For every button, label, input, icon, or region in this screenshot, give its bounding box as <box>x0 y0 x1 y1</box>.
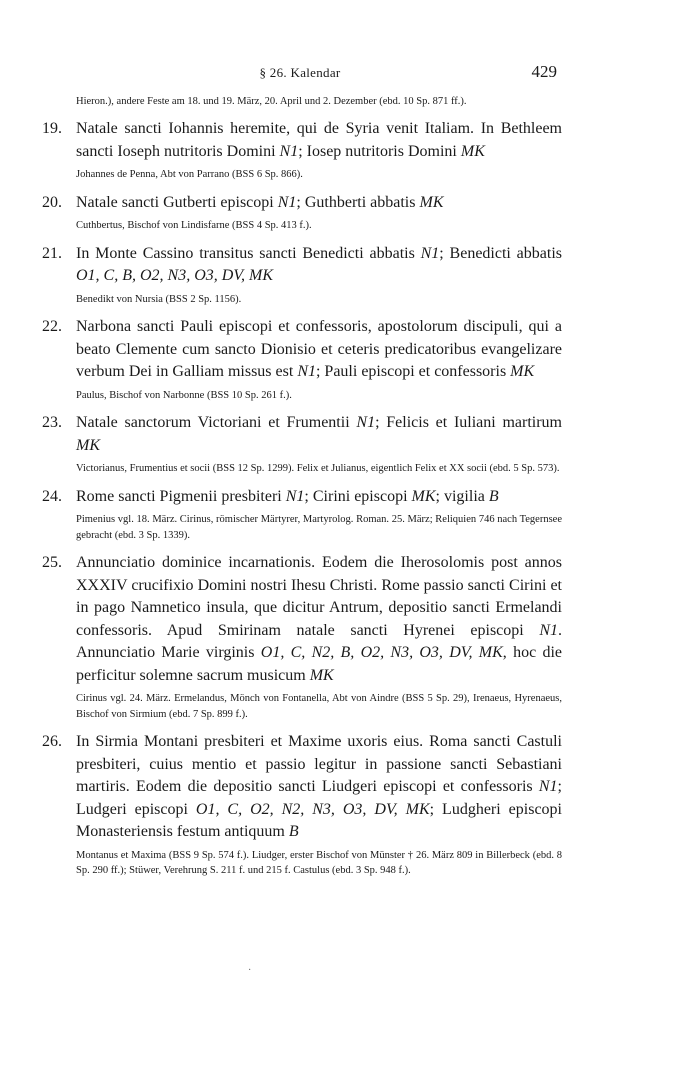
page-mark: · <box>248 965 252 976</box>
manuscript-siglum: N1 <box>356 414 376 431</box>
entry-number: 20. <box>42 193 62 211</box>
calendar-entry <box>42 731 562 879</box>
entry-text-run: ; Iosep nutritoris Domini <box>298 142 461 160</box>
entry-text-run: Narbona sancti Pauli episcopi et confessoris, apostolorum discipuli, qui a beato Clemente cum sancto Dionisio et ceteris predicatoribus evangelizare verbum Dei in Galliam missus est <box>76 318 562 380</box>
entry-text-run: ; Benedicti abbatis <box>439 244 562 262</box>
manuscript-siglum: MK <box>510 363 535 380</box>
entry-note: Paulus, Bischof von Narbonne (BSS 10 Sp. 261 f.). <box>76 389 292 401</box>
entry-text-run: Natale sancti Iohannis heremite, qui de Syria venit Italiam. In Bethleem sancti Ioseph nutritoris Domini <box>76 120 562 160</box>
main-text <box>42 94 562 888</box>
entry-note: Benedikt von Nursia (BSS 2 Sp. 1156). <box>76 293 242 305</box>
entry-text-run: In Monte Cassino transitus sancti Benedicti abbatis <box>76 244 421 262</box>
manuscript-siglum: O1, C, O2, N2, N3, O3, DV, MK <box>195 800 430 818</box>
manuscript-siglum: MK <box>419 193 444 211</box>
calendar-entries <box>42 118 562 879</box>
manuscript-siglum: N1 <box>420 244 440 262</box>
entry-text-run: ; vigilia <box>435 487 489 505</box>
entry-text <box>76 552 562 687</box>
entry-text-run: Rome sancti Pigmenii presbiteri <box>76 487 286 505</box>
entry-note: Cirinus vgl. 24. März. Ermelandus, Mönch von Fontanella, Abt von Aindre (BSS 5 Sp. 29), Irenaeus, Hyrenaeus, Bischof von Sirmium (ebd. 7 Sp. 899 f.). <box>76 693 562 720</box>
entry-text <box>76 486 562 509</box>
entry-note: Johannes de Penna, Abt von Parrano (BSS 6 Sp. 866). <box>76 169 303 180</box>
entry-text <box>76 412 562 457</box>
entry-text-run: . Annunciatio Marie virginis <box>76 621 562 661</box>
manuscript-siglum: N1 <box>279 142 299 160</box>
entry-text-run: In Sirmia Montani presbiteri et Maxime uxoris eius. Roma sancti Castuli presbiteri, cuius mentio et passio legitur in passione sancti Sebastiani martiris. Eodem die depositio sancti Liudgeri episcopi et confessoris <box>76 733 562 795</box>
manuscript-siglum: N1 <box>539 621 558 639</box>
entry-text-run: ; Cirini episcopi <box>304 487 412 505</box>
entry-number: 21. <box>42 244 62 262</box>
running-title: § 26. Kalendar <box>259 65 341 80</box>
entry-number: 26. <box>42 733 62 750</box>
entry-text <box>76 243 562 288</box>
manuscript-siglum: B <box>488 487 499 505</box>
entry-note: Cuthbertus, Bischof von Lindisfarne (BSS 4 Sp. 413 f.). <box>76 220 312 231</box>
calendar-entry <box>42 192 562 234</box>
manuscript-siglum: O1, C, N2, B, O2, N3, O3, DV, MK <box>260 644 503 661</box>
calendar-entry <box>42 412 562 477</box>
entry-text-run: Annunciatio dominice incarnationis. Eodem die Iherosolomis post annos XXXIV crucifixio Domini nostri Ihesu Christi. Rome passio sancti Cirini et in pago Namnetico insula, que dicitur Antrum, depositio sancti Ermelandi confessoris. Apud Smirinam natale sancti Hyrenei episcopi <box>76 554 562 639</box>
manuscript-siglum: MK <box>460 142 485 160</box>
running-header <box>0 62 700 82</box>
manuscript-siglum: O1, C, B, O2, N3, O3, DV, MK <box>76 267 274 284</box>
entry-number: 24. <box>42 487 62 505</box>
entry-text-run: ; Felicis et Iuliani martirum <box>375 414 562 431</box>
entry-note: Pimenius vgl. 18. März. Cirinus, römischer Märtyrer, Martyrolog. Roman. 25. März; Reliquien 746 nach Tegernsee gebracht (ebd. 3 Sp. 1339). <box>76 514 562 541</box>
calendar-entry <box>42 316 562 403</box>
entry-text <box>76 118 562 163</box>
manuscript-siglum: N1 <box>297 363 316 380</box>
entry-text <box>76 316 562 384</box>
manuscript-siglum: MK <box>76 436 100 454</box>
entry-note: Victorianus, Frumentius et socii (BSS 12 Sp. 1299). Felix et Julianus, eigentlich Felix et XX socii (ebd. 5 Sp. 573). <box>76 463 560 474</box>
manuscript-siglum: N1 <box>277 193 297 211</box>
manuscript-siglum: MK <box>309 666 334 684</box>
entry-note: Montanus et Maxima (BSS 9 Sp. 574 f.). Liudger, erster Bischof von Münster † 26. März 809 in Billerbeck (ebd. 8 Sp. 290 ff.); Stüwer, Verehrung S. 211 f. und 215 f. Castulus (ebd. 3 Sp. 948 f.). <box>76 849 562 876</box>
entry-text-run: ; Pauli episcopi et confessoris <box>315 363 511 380</box>
page-number: 429 <box>531 62 557 81</box>
entry-number: 25. <box>42 554 62 571</box>
entry-text-run: ; Guthberti abbatis <box>296 193 420 211</box>
entry-text <box>76 192 562 215</box>
manuscript-siglum: B <box>288 823 299 840</box>
entry-number: 23. <box>42 414 62 431</box>
calendar-entry <box>42 486 562 544</box>
entry-number: 19. <box>42 120 62 137</box>
calendar-entry <box>42 118 562 183</box>
entry-number: 22. <box>42 318 62 335</box>
manuscript-siglum: N1 <box>285 487 305 505</box>
calendar-entry <box>42 552 562 722</box>
continuation-note: Hieron.), andere Feste am 18. und 19. März, 20. April und 2. Dezember (ebd. 10 Sp. 871 ff.). <box>76 96 467 107</box>
entry-text-run: Natale sanctorum Victoriani et Frumentii <box>76 414 357 431</box>
entry-text-run: ; Ludgheri episcopi Monasteriensis festum antiquum <box>76 800 562 840</box>
entry-text-run: Natale sancti Gutberti episcopi <box>76 193 278 211</box>
calendar-entry <box>42 243 562 308</box>
manuscript-siglum: N1 <box>538 778 558 795</box>
entry-text-run: ; Ludgeri episcopi <box>76 778 562 818</box>
manuscript-siglum: MK <box>411 487 436 505</box>
entry-text-run: , hoc die perficitur solemne sacrum musicum <box>76 644 563 684</box>
entry-text <box>76 731 562 844</box>
